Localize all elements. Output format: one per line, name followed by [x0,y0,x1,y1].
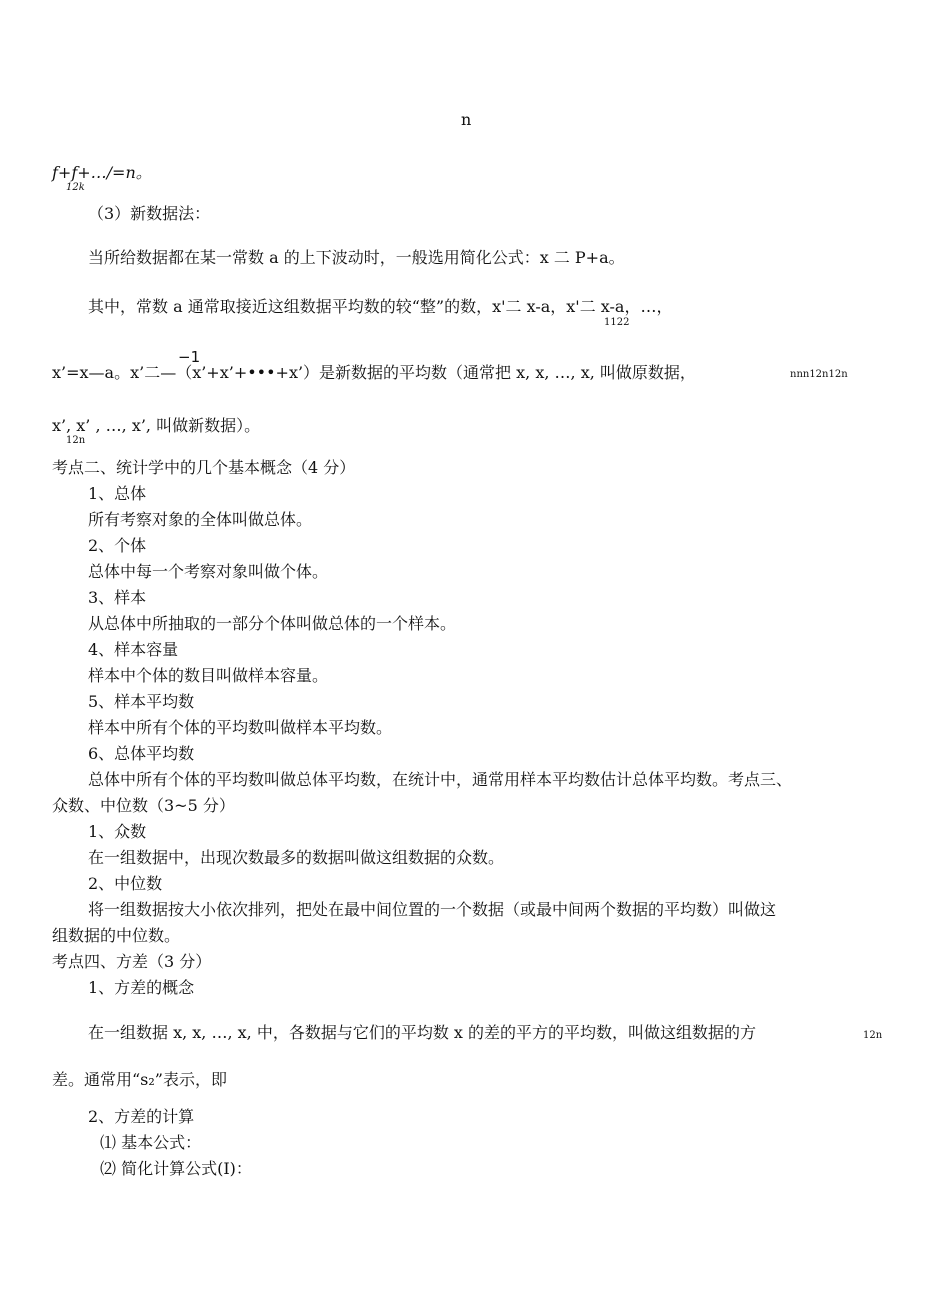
item-label: 1、方差的概念 [88,978,195,997]
item-desc: 将一组数据按大小依次排列，把处在最中间位置的一个数据（或最中间两个数据的平均数）叫做这 [88,900,777,919]
item-label: 2、个体 [88,536,147,555]
item-desc: 样本中个体的数目叫做样本容量。 [88,666,329,685]
header-n: n [461,110,472,129]
item-desc: 所有考察对象的全体叫做总体。 [88,510,313,529]
item-desc: 差。通常用“s₂”表示，即 [52,1070,227,1089]
item-desc: 众数、中位数（3~5 分） [52,796,235,815]
item-desc-tail: 12n [863,1030,883,1041]
para3-tail: nnn12n12n [790,369,848,380]
para2-subscript: 1122 [604,317,630,328]
method3-title: （3）新数据法： [88,204,211,223]
para1: 当所给数据都在某一常数 a 的上下波动时，一般选用简化公式：x 二 P+a。 [88,248,625,267]
item-desc: 总体中每一个考察对象叫做个体。 [88,562,329,581]
item-desc: 总体中所有个体的平均数叫做总体平均数，在统计中，通常用样本平均数估计总体平均数。考点三、 [88,770,793,789]
para4: x’, x’ , …, x’, 叫做新数据）。 [52,416,261,435]
section4-title: 考点四、方差（3 分） [52,952,212,971]
item-desc: 在一组数据中，出现次数最多的数据叫做这组数据的众数。 [88,848,505,867]
item-label: 6、总体平均数 [88,744,195,763]
item-desc: 组数据的中位数。 [52,926,181,945]
sub-item: ⑵ 简化计算公式(Ⅰ)： [100,1159,252,1178]
para3-superscript: −1 [178,348,201,366]
item-desc: 样本中所有个体的平均数叫做样本平均数。 [88,718,393,737]
para4-subscript: 12n [66,435,86,446]
item-label: 5、样本平均数 [88,692,195,711]
item-label: 1、众数 [88,822,147,841]
para2: 其中，常数 a 通常取接近这组数据平均数的较“整”的数，x'二 x-a，x'二 x-a，…， [88,297,673,316]
item-label: 2、方差的计算 [88,1107,195,1126]
item-label: 3、样本 [88,588,147,607]
item-label: 4、样本容量 [88,640,179,659]
sub-item: ⑴ 基本公式： [100,1133,202,1152]
item-label: 1、总体 [88,484,147,503]
section2-title: 考点二、统计学中的几个基本概念（4 分） [52,458,356,477]
para3: x’=x—a。x’二—（x’+x’+•••+x’）是新数据的平均数（通常把 x, x, …, x, 叫做原数据， [52,363,696,382]
formula-subscript: 12k [66,182,85,193]
item-label: 2、中位数 [88,874,163,893]
item-desc: 在一组数据 x, x, …, x, 中，各数据与它们的平均数 x 的差的平方的平均数，叫做这组数据的方 [88,1023,757,1042]
formula-line: f+f+…/=n。 [52,163,152,182]
item-desc: 从总体中所抽取的一部分个体叫做总体的一个样本。 [88,614,457,633]
